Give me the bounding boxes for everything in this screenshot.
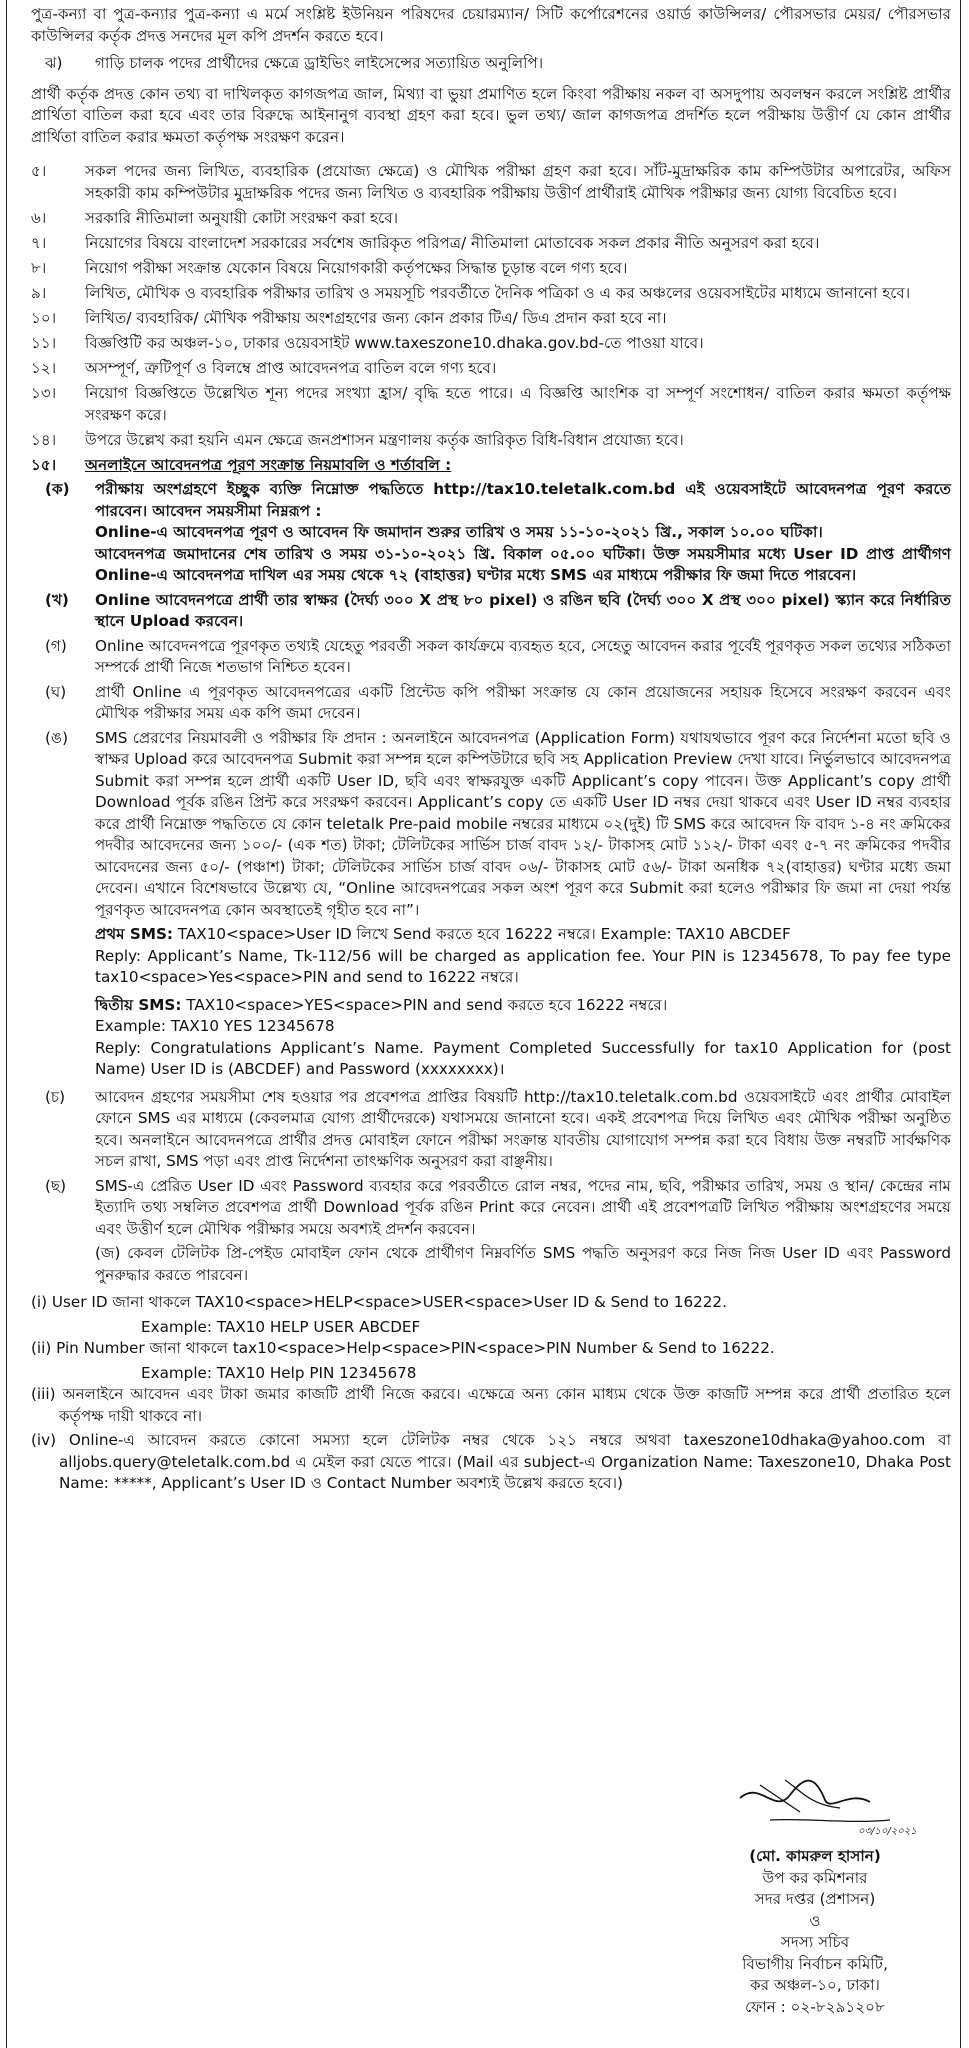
signatory-title-3: সদস্য সচিব [780,1933,850,1951]
signature-block [710,1760,920,2018]
sms-second-label: দ্বিতীয় SMS: [95,995,182,1014]
sms-instructions [31,924,951,1081]
recovery-pin-example: Example: TAX10 Help PIN 12345678 [141,1363,417,1382]
signatory-title-2: সদর দপ্তর (প্রশাসন) [754,1890,876,1908]
numbered-item-text: উপরে উল্লেখ করা হয়নি এমন ক্ষেত্রে জনপ্রশাসন মন্ত্রণালয় কর্তৃক জারিকৃত বিধি-বিধান প্রযোজ্য হবে। [85,431,684,449]
signatory-and: ও [809,1911,821,1930]
item-ga [31,636,951,679]
item-jha-number: ঝ) [45,54,63,72]
numbered-item-number: ৭। [31,234,47,252]
note-contact: (iv) Online-এ আবেদন করতে কোনো সমস্যা হলে টেলিটক নম্বর থেকে ১২১ নম্বরে অথবা taxeszone10dhaka@yahoo.com বা alljobs.query@teletalk.com.bd এ মেইল করা যেতে পারে। (Mail এর subject-এ Organization Name: Taxeszone10, Dhaka Post Name: *****, Applicant’s User ID ও Contact Number অবশ্যই উল্লেখ করতে হবে।) [31,1431,951,1492]
numbered-item [31,332,951,354]
item-cha [31,1087,951,1173]
recovery-user-id: (i) User ID জানা থাকলে TAX10<space>HELP<space>USER<space>User ID & Send to 16222. [31,1293,727,1311]
numbered-item [31,257,951,279]
notice-page [6,0,961,2048]
notice-content [31,4,951,1498]
numbered-item-number: ৯। [31,284,47,302]
numbered-item-number: ১৪। [31,431,57,449]
numbered-item-text: নিয়োগ পরীক্ষা সংক্রান্ত যেকোন বিষয়ে নিয়োগকারী কর্তৃপক্ষের সিদ্ধান্ত চূড়ান্ত বলে গণ্য হবে। [85,259,628,277]
item-ga-text: Online আবেদনপত্রে পূরণকৃত তথ্যই যেহেতু পরবর্তী সকল কার্যক্রমে ব্যবহৃত হবে, সেহেতু আবেদন করার পূর্বেই পূরণকৃত সকল তথ্যের সঠিকতা সম্পর্কে প্রার্থী নিজে শতভাগ নিশ্চিত হবেন। [95,636,951,676]
signature-image [730,1760,917,1840]
signatory-phone: ফোন : ০২-৮২৯১২০৮ [745,1997,885,2016]
item-ka-number: (ক) [45,480,70,498]
numbered-item-text: অসম্পূর্ণ, ত্রুটিপূর্ণ ও বিলম্বে প্রাপ্ত আবেদনপত্র বাতিল বলে গণ্য হবে। [85,359,497,377]
item-15-heading [31,454,951,476]
numbered-item [31,207,951,229]
intro-paragraph-3: প্রার্থী কর্তৃক প্রদত্ত কোন তথ্য বা দাখিলকৃত কাগজপত্র জাল, মিথ্যা বা ভুয়া প্রমাণিত হলে কিংবা পরীক্ষায় নকল বা অসদুপায় অবলম্বন করলে সংশ্লিষ্ট প্রার্থীর প্রার্থিতা বাতিল করা হবে এবং তার বিরুদ্ধে আইনানুগ ব্যবস্থা গ্রহণ করা হবে। ভুল তথ্য/ জাল কাগজপত্র প্রদর্শিত হলে পরীক্ষায় উত্তীর্ণ যে কোন প্রার্থীর প্রার্থিতা বাতিল করার ক্ষমতা কর্তৃপক্ষ সংরক্ষণ করেন। [31,84,951,146]
recovery-user-id-example: Example: TAX10 HELP USER ABCDEF [141,1317,421,1336]
item-kha [31,590,951,633]
numbered-item-text: নিয়োগ বিজ্ঞপ্তিতে উল্লেখিত শূন্য পদের সংখ্যা হ্রাস/ বৃদ্ধি হতে পারে। এ বিজ্ঞপ্তি আংশিক বা সম্পূর্ণ সংশোধন/ বাতিল করার ক্ষমতা কর্তৃপক্ষ সংরক্ষণ করে। [85,384,951,424]
sms-first-label: প্রথম SMS: [95,925,173,943]
numbered-item-text: বিজ্ঞপ্তিটি কর অঞ্চল-১০, ঢাকার ওয়েবসাইট www.taxeszone10.dhaka.gov.bd-তে পাওয়া যাবে। [85,334,704,352]
item-kha-number: (খ) [45,590,69,609]
online-rules-heading: অনলাইনে আবেদনপত্র পূরণ সংক্রান্ত নিয়মাবলি ও শর্তাবলি : [85,456,452,474]
item-ka [31,479,951,587]
item-ka-start-date: Online-এ আবেদনপত্র পূরণ ও আবেদন ফি জমাদান শুরুর তারিখ ও সময় ১১-১০-২০২১ খ্রি., সকাল ১০.০০ ঘটিকা। [95,523,823,541]
item-jha-text: গাড়ি চালক পদের প্রার্থীদের ক্ষেত্রে ড্রাইভিং লাইসেন্সের সত্যায়িত অনুলিপি। [95,54,544,72]
signatory-title-1: উপ কর কমিশনার [762,1868,868,1887]
item-15-number: ১৫। [31,456,57,474]
sms-second-reply: Reply: Congratulations Applicant’s Name. Payment Completed Successfully for tax10 Application for (post Name) User ID is (ABCDEF) and Password (xxxxxxxx)। [95,1038,951,1078]
numbered-item-number: ৫। [31,162,47,180]
signatory-name: (মো. কামরুল হাসান) [749,1847,881,1865]
item-ja: (জ) কেবল টেলিটক প্রি-পেইড মোবাইল ফোন থেকে প্রার্থীগণ নিম্নবর্ণিত SMS পদ্ধতি অনুসরণ করে নিজ নিজ User ID এবং Password পুনরুদ্ধার করতে পারবেন। [95,1244,951,1284]
item-uma [31,728,951,922]
numbered-items [31,160,951,451]
item-cha-text: আবেদন গ্রহণের সময়সীমা শেষ হওয়ার পর প্রবেশপত্র প্রাপ্তির বিষয়টি http://tax10.teletalk.com.bd ওয়েবসাইটে এবং প্রার্থীর মোবাইল ফোনে SMS এর মাধ্যমে (কেবলমাত্র যোগ্য প্রার্থীদেরকে) যথাসময়ে জানানো হবে। একই প্রবেশপত্র দিয়ে লিখিত এবং মৌখিক পরীক্ষা অনুষ্ঠিত হবে। অনলাইনে আবেদনপত্রে প্রার্থীর প্রদত্ত মোবাইল ফোনে পরীক্ষা সংক্রান্ত যাবতীয় যোগাযোগ সম্পন্ন করা হবে বিধায় উক্ত নম্বরটি সার্বক্ষণিক সচল রাখা, SMS পড়া এবং প্রাপ্ত নির্দেশনা তাৎক্ষণিক অনুসরণ করা বাঞ্ছনীয়। [95,1087,951,1170]
item-gha [31,682,951,725]
note-self-apply: (iii) অনলাইনে আবেদন এবং টাকা জমার কাজটি প্রার্থী নিজে করবে। এক্ষেত্রে অন্য কোন মাধ্যম থেকে উক্ত কাজটি সম্পন্ন করে প্রার্থী প্রতারিত হলে কর্তৃপক্ষ দায়ী থাকবে না। [31,1385,951,1425]
item-jha [31,53,951,75]
item-kha-text: Online আবেদনপত্রে প্রার্থী তার স্বাক্ষর (দৈর্ঘ্য ৩০০ X প্রস্থ ৮০ pixel) ও রঙিন ছবি (দৈর্ঘ্য ৩০০ X প্রস্থ ৩০০ pixel) স্ক্যান করে নির্ধারিত স্থানে Upload করবেন। [95,590,951,630]
sms-first [95,924,951,946]
sms-first-reply: Reply: Applicant’s Name, Tk-112/56 will be charged as application fee. Your PIN is 12345678, To pay fee type tax10<space>Yes<space>PIN and send to 16222 নম্বরে। [95,946,951,986]
item-gha-text: প্রার্থী Online এ পূরণকৃত আবেদনপত্রের একটি প্রিন্টেড কপি পরীক্ষা সংক্রান্ত যে কোন প্রয়োজনের সহায়ক হিসেবে সংরক্ষণ করবেন এবং মৌখিক পরীক্ষার সময় এক কপি জমা দেবেন। [95,682,951,722]
numbered-item [31,382,951,426]
numbered-item-number: ১১। [31,334,57,352]
item-ka-text: পরীক্ষায় অংশগ্রহণে ইচ্ছুক ব্যক্তি নিম্নোক্ত পদ্ধতিতে http://tax10.teletalk.com.bd এই ওয়েবসাইটে আবেদনপত্র পূরণ করতে পারবেন। আবেদন সময়সীমা নিম্নরূপ : [95,480,951,520]
numbered-item-text: লিখিত, মৌখিক ও ব্যবহারিক পরীক্ষার তারিখ ও সময়সূচি পরবর্তীতে দৈনিক পত্রিকা ও এ কর অঞ্চলের ওয়েবসাইটের মাধ্যমে জানানো হবে। [85,284,911,302]
sms-second [95,995,951,1017]
numbered-item-number: ১৩। [31,384,57,402]
numbered-item-text: সরকারি নীতিমালা অনুযায়ী কোটা সংরক্ষণ করা হবে। [85,209,399,227]
recovery-pin: (ii) Pin Number জানা থাকলে tax10<space>Help<space>PIN<space>PIN Number & Send to 16222. [31,1339,775,1357]
sms-second-text: TAX10<space>YES<space>PIN and send করতে হবে 16222 নম্বরে। [186,995,668,1014]
numbered-item [31,307,951,329]
numbered-item [31,429,951,451]
numbered-item [31,232,951,254]
numbered-item-text: লিখিত/ ব্যবহারিক/ মৌখিক পরীক্ষায় অংশগ্রহণের জন্য কোন প্রকার টিএ/ ডিএ প্রদান করা হবে না। [85,309,667,327]
numbered-item-number: ১০। [31,309,57,327]
signatory-title-5: কর অঞ্চল-১০, ঢাকা। [750,1976,880,1994]
numbered-item [31,160,951,204]
item-chha-number: (ছ) [45,1176,67,1195]
item-gha-number: (ঘ) [45,682,67,701]
item-uma-text: SMS প্রেরণের নিয়মাবলী ও পরীক্ষার ফি প্রদান : অনলাইনে আবেদনপত্র (Application Form) যথাযথভাবে পূরণ করে নির্দেশনা মতো ছবি ও স্বাক্ষর Upload করে আবেদনপত্র Submit করা সম্পন্ন হলে কম্পিউটারে ছবি সহ Application Preview দেখা যাবে। নির্ভুলভাবে আবেদনপত্র Submit করা সম্পন্ন হলে প্রার্থী একটি User ID, ছবি এবং স্বাক্ষরযুক্ত একটি Applicant’s copy পাবেন। উক্ত Applicant’s copy প্রার্থী Download পূর্বক রঙিন প্রিন্ট করে সংরক্ষণ করবেন। Applicant’s copy তে একটি User ID নম্বর দেয়া থাকবে এবং User ID নম্বর ব্যবহার করে প্রার্থী নিম্নোক্ত পদ্ধতিতে যে কোন teletalk Pre-paid mobile নম্বরের মাধ্যমে ০২(দুই) টি SMS করে আবেদন ফি বাবদ ১-৪ নং ক্রমিকের পদবীর আবেদনের জন্য ১০০/- (এক শত) টাকা; টেলিটকের সার্ভিস চার্জ বাবদ ১২/- টাকাসহ মোট ১১২/- টাকা এবং ৫-৭ নং ক্রমিকের পদবীর আবেদনের জন্য ৫০/- (পঞ্চাশ) টাকা; টেলিটকের সার্ভিস চার্জ বাবদ ০৬/- টাকাসহ মোট ৫৬/- টাকা অনধিক ৭২(বাহাত্তর) ঘণ্টার মধ্যে জমা দেবেন। এখানে বিশেষভাবে উল্লেখ্য যে, “Online আবেদনপত্রের সকল অংশ পূরণ করে Submit করা হলেও পরীক্ষার ফি জমা না দেয়া পর্যন্ত পূরণকৃত আবেদনপত্র কোন অবস্থাতেই গৃহীত হবে না”। [95,728,952,919]
numbered-item-number: ১২। [31,359,57,377]
intro-paragraph-1: পুত্র-কন্যা বা পুত্র-কন্যার পুত্র-কন্যা এ মর্মে সংশ্লিষ্ট ইউনিয়ন পরিষদের চেয়ারম্যান/ সিটি কর্পোরেশনের ওয়ার্ড কাউন্সিলর/ পৌরসভার মেয়র/ পৌরসভার কাউন্সিলর কর্তৃক প্রদত্ত সনদের মূল কপি প্রদর্শন করতে হবে। [31,5,951,45]
numbered-item [31,282,951,304]
numbered-item-number: ৬। [31,209,47,227]
item-ga-number: (গ) [45,636,67,655]
item-chha [31,1176,951,1241]
signatory-title-4: বিভাগীয় নির্বাচন কমিটি, [742,1954,888,1973]
numbered-item-number: ৮। [31,259,47,277]
numbered-item [31,357,951,379]
item-cha-number: (চ) [45,1087,66,1106]
numbered-item-text: সকল পদের জন্য লিখিত, ব্যবহারিক (প্রযোজ্য ক্ষেত্রে) ও মৌখিক পরীক্ষা গ্রহণ করা হবে। সাঁট-মুদ্রাক্ষরিক কাম কম্পিউটার অপারেটর, অফিস সহকারী কাম কম্পিউটার মুদ্রাক্ষরিক পদের জন্য লিখিত ও ব্যবহারিক পরীক্ষায় উত্তীর্ণ প্রার্থীরাই মৌখিক পরীক্ষার জন্য যোগ্য বিবেচিত হবে। [85,162,951,202]
item-ka-end-date: আবেদনপত্র জমাদানের শেষ তারিখ ও সময় ৩১-১০-২০২১ খ্রি. বিকাল ০৫.০০ ঘটিকা। উক্ত সময়সীমার মধ্যে User ID প্রাপ্ত প্রার্থীগণ Online-এ আবেদনপত্র দাখিল এর সময় থেকে ৭২ (বাহাত্তর) ঘণ্টার মধ্যে SMS এর মাধ্যমে পরীক্ষার ফি জমা দিতে পারবেন। [95,544,951,584]
numbered-item-text: নিয়োগের বিষয়ে বাংলাদেশ সরকারের সর্বশেষ জারিকৃত পরিপত্র/ নীতিমালা মোতাবেক সকল প্রকার নীতি অনুসরণ করা হবে। [85,234,820,252]
sms-second-example: Example: TAX10 YES 12345678 [95,1017,335,1035]
signature-date: ০৩/১০/২০২১ [858,1826,917,1837]
item-chha-text: SMS-এ প্রেরিত User ID এবং Password ব্যবহার করে পরবর্তীতে রোল নম্বর, পদের নাম, ছবি, পরীক্ষার তারিখ, সময় ও স্থান/ কেন্দ্রের নাম ইত্যাদি তথ্য সম্বলিত প্রবেশপত্র প্রার্থী Download পূর্বক রঙিন Print করে নেবেন। প্রার্থী এই প্রবেশপত্রটি লিখিত পরীক্ষায় অংশগ্রহণের সময়ে এবং উত্তীর্ণ হলে মৌখিক পরীক্ষার সময়ে অবশ্যই প্রদর্শন করবেন। [95,1176,951,1238]
item-uma-number: (ঙ) [45,728,68,747]
sms-first-text: TAX10<space>User ID লিখে Send করতে হবে 16222 নম্বরে। Example: TAX10 ABCDEF [177,925,791,943]
